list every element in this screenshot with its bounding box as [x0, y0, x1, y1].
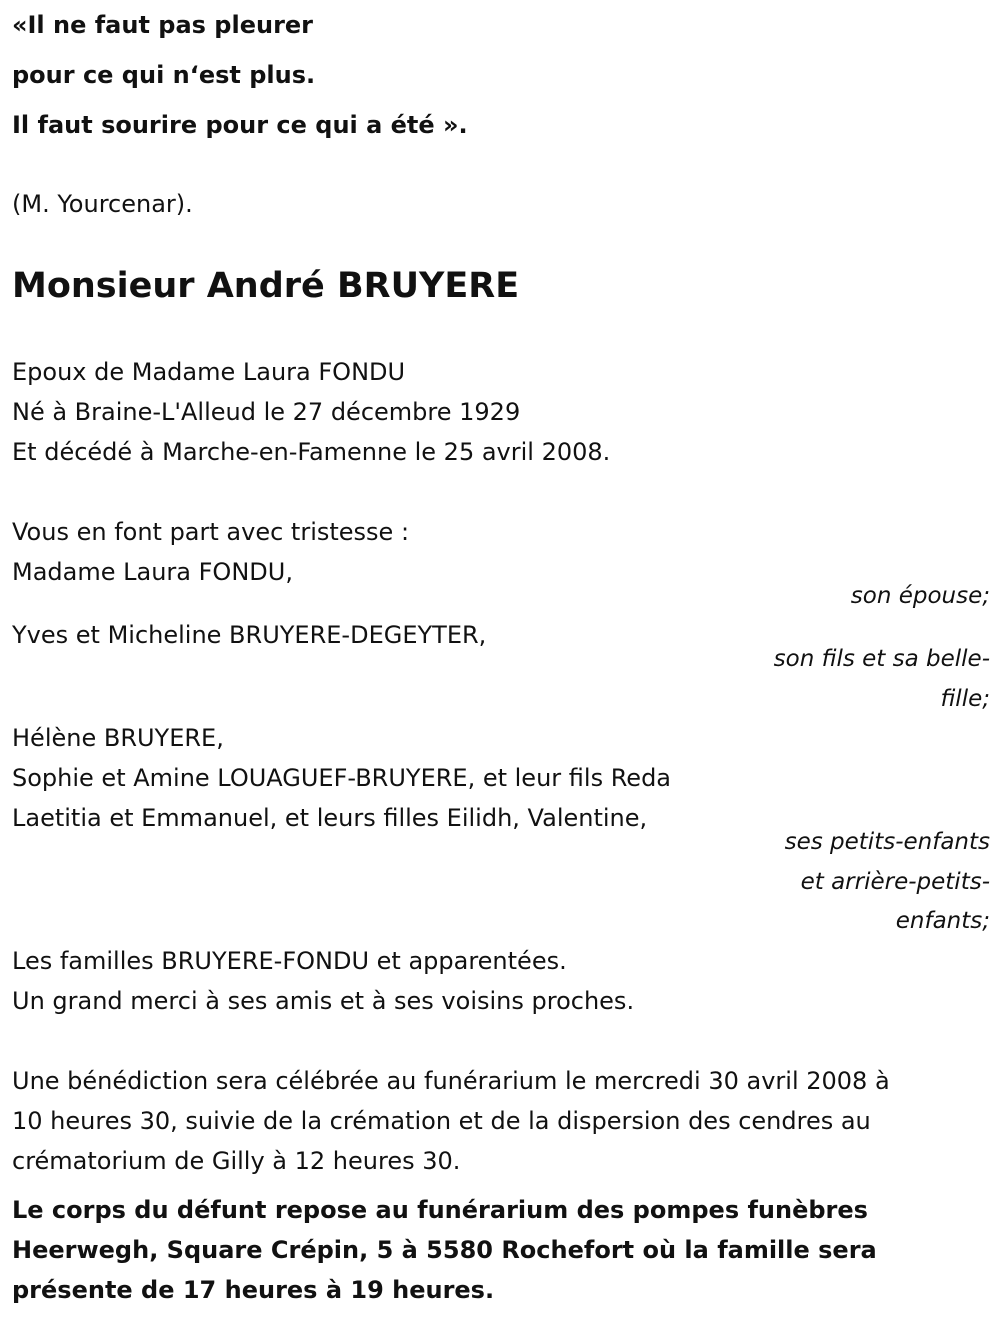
deceased-detail: Et décédé à Marche-en-Famenne le 25 avril 2008.	[12, 438, 611, 466]
family-role: son fils et sa belle-	[773, 646, 990, 672]
ceremony-line: 10 heures 30, suivie de la crémation et de la dispersion des cendres au	[12, 1107, 871, 1135]
family-role: ses petits-enfants	[784, 829, 990, 855]
families-line: Les familles BRUYERE-FONDU et apparentées.	[12, 947, 567, 975]
announcement-intro: Vous en font part avec tristesse :	[12, 518, 410, 546]
visitation-line: Heerwegh, Square Crépin, 5 à 5580 Rochefort où la famille sera	[12, 1236, 877, 1264]
quote-line: pour ce qui n‘est plus.	[12, 61, 316, 89]
family-role: et arrière-petits-	[800, 869, 990, 895]
ceremony-line: Une bénédiction sera célébrée au funérarium le mercredi 30 avril 2008 à	[12, 1067, 890, 1095]
deceased-name: Monsieur André BRUYERE	[12, 266, 520, 306]
quote-line: Il faut sourire pour ce qui a été ».	[12, 111, 468, 139]
thanks-line: Un grand merci à ses amis et à ses voisins proches.	[12, 987, 635, 1015]
family-role: fille;	[940, 686, 990, 712]
visitation-line: Le corps du défunt repose au funérarium des pompes funèbres	[12, 1196, 868, 1224]
family-member-name: Yves et Micheline BRUYERE-DEGEYTER,	[12, 621, 487, 649]
family-role: enfants;	[895, 908, 990, 934]
deceased-detail: Epoux de Madame Laura FONDU	[12, 358, 406, 386]
family-role: son épouse;	[850, 583, 990, 609]
quote-line: «Il ne faut pas pleurer	[12, 11, 314, 39]
family-member-name: Madame Laura FONDU,	[12, 558, 293, 586]
ceremony-line: crématorium de Gilly à 12 heures 30.	[12, 1147, 461, 1175]
family-member-name: Hélène BRUYERE,	[12, 724, 224, 752]
family-member-name: Sophie et Amine LOUAGUEF-BRUYERE, et leur fils Reda	[12, 764, 672, 792]
deceased-detail: Né à Braine-L'Alleud le 27 décembre 1929	[12, 398, 521, 426]
family-member-name: Laetitia et Emmanuel, et leurs filles Eilidh, Valentine,	[12, 804, 648, 832]
visitation-line: présente de 17 heures à 19 heures.	[12, 1276, 495, 1304]
quote-attribution: (M. Yourcenar).	[12, 190, 193, 218]
